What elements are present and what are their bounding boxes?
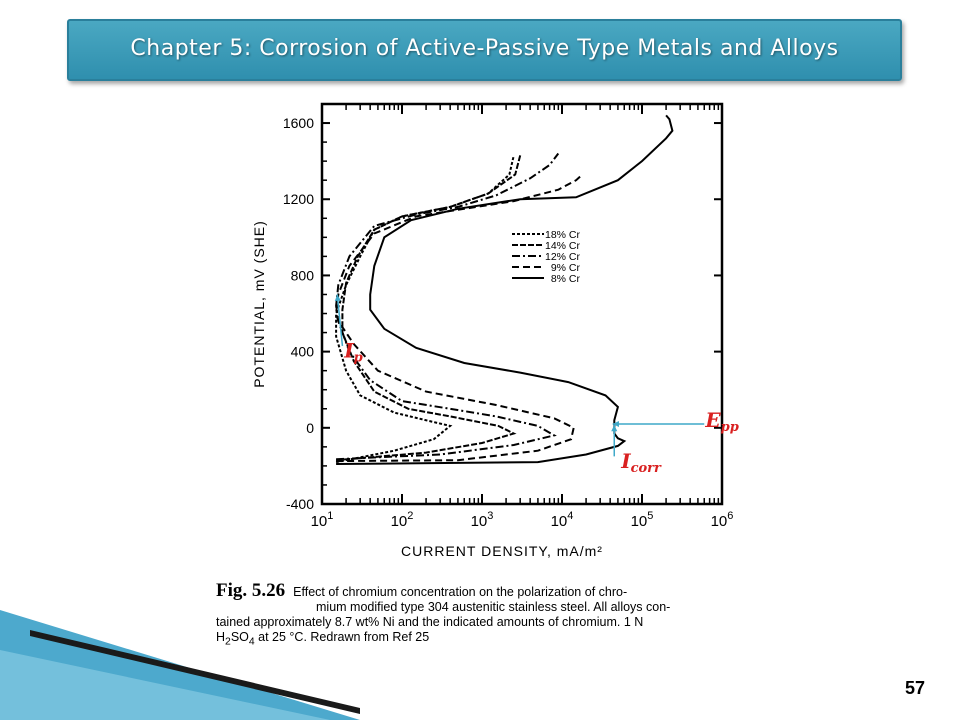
- caption-rest: at 25 °C. Redrawn from Ref 25: [254, 630, 430, 644]
- y-axis-label: POTENTIAL, mV (SHE): [251, 220, 267, 388]
- x-tick-label: $10^5$: [630, 510, 654, 530]
- ip-label: $I_p$: [344, 338, 363, 366]
- series-line-2: [336, 155, 520, 460]
- caption-line-3: tained approximately 8.7 wt% Ni and the indicated amounts of chromium. 1 N: [216, 615, 644, 629]
- figure-label: Fig. 5.26: [216, 580, 286, 601]
- series-line-5: [336, 115, 672, 464]
- slide-title: Chapter 5: Corrosion of Active-Passive Type Metals and Alloys: [130, 36, 839, 61]
- caption-so: SO: [230, 630, 249, 644]
- title-bar: [67, 19, 902, 81]
- caption-sub-4: 4: [248, 636, 255, 648]
- x-tick-label: $10^4$: [550, 510, 574, 530]
- x-tick-label: $10^2$: [390, 510, 414, 530]
- x-tick-label: $10^3$: [470, 510, 494, 530]
- caption-line-4: [216, 630, 761, 650]
- caption-line-2: mium modified type 304 austenitic stainless steel. All alloys con-: [316, 600, 671, 614]
- icorr-arrow-head: [611, 425, 617, 431]
- epp-label: $E_{pp}$: [705, 407, 739, 435]
- y-tick-label: 400: [290, 343, 314, 360]
- legend-label-2: 14% Cr: [544, 240, 580, 252]
- series-layer: [336, 115, 672, 464]
- legend: [512, 229, 580, 285]
- caption-line-1: [216, 580, 761, 601]
- x-tick-label: $10^1$: [310, 510, 334, 530]
- series-line-1: [336, 155, 514, 462]
- y-tick-label: -400: [285, 496, 314, 512]
- legend-label-3: 12% Cr: [544, 251, 580, 263]
- y-tick-label: 0: [306, 419, 314, 436]
- caption-h: H: [216, 630, 226, 644]
- x-axis-label: CURRENT DENSITY, mA/m²: [401, 543, 603, 559]
- y-tick-label: 1600: [282, 115, 314, 132]
- legend-label-4: 9% Cr: [550, 262, 580, 274]
- x-tick-label: $10^6$: [710, 510, 734, 530]
- caption-sub-2: 2: [225, 636, 231, 648]
- annotations-layer: [335, 294, 739, 475]
- y-tick-label: 1200: [282, 191, 314, 208]
- icorr-label: $I_{corr}$: [621, 448, 661, 476]
- polarization-chart: [240, 96, 760, 576]
- plot-frame: [322, 104, 722, 504]
- axes-layer: [283, 104, 734, 530]
- figure-caption: [216, 580, 761, 650]
- legend-label-1: 18% Cr: [544, 229, 580, 241]
- caption-text-1: Effect of chromium concentration on the polarization of chro-: [293, 585, 628, 599]
- legend-label-5: 8% Cr: [550, 273, 580, 285]
- y-tick-label: 800: [290, 267, 314, 284]
- page-number: 57: [905, 678, 926, 698]
